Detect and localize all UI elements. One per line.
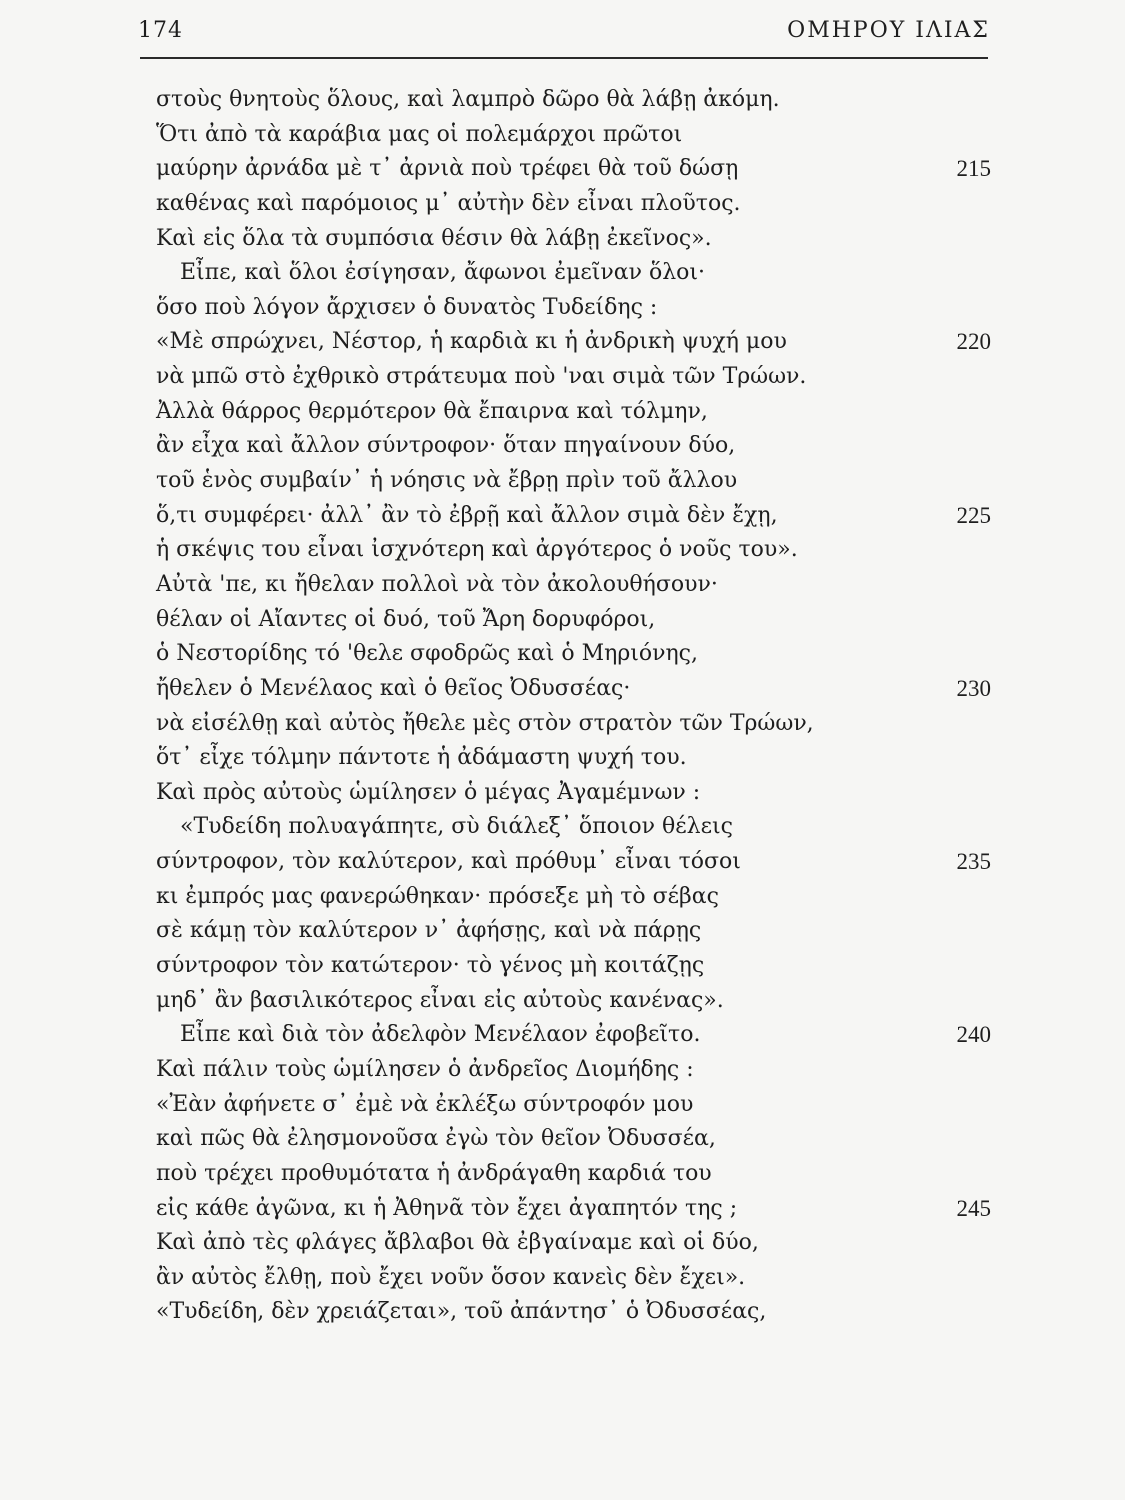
verse-line [156, 1122, 991, 1157]
verse-line [156, 880, 991, 915]
verse-line [156, 499, 991, 534]
page-number: 174 [138, 18, 183, 43]
verse-line [156, 1088, 991, 1123]
verse-text: τοῦ ἑνὸς συμβαίν᾽ ἡ νόησις νὰ ἔβρῃ πρὶν τοῦ ἄλλου [156, 468, 738, 494]
verse-text: «Μὲ σπρώχνει, Νέστορ, ἡ καρδιὰ κι ἡ ἀνδρικὴ ψυχή μου [156, 329, 787, 355]
verse-text: «Τυδείδη, δὲν χρειάζεται», τοῦ ἀπάντησ᾽ ὁ Ὀδυσσέας, [156, 1299, 767, 1325]
running-title: ΟΜΗΡΟΥ ΙΛΙΑΣ [787, 18, 990, 43]
verse-line [156, 118, 991, 153]
verse-text: Εἶπε καὶ διὰ τὸν ἀδελφὸν Μενέλαον ἐφοβεῖτο. [180, 1022, 701, 1048]
verse-line [156, 360, 991, 395]
line-number: 230 [956, 675, 991, 701]
verse-line [156, 533, 991, 568]
verse-text: σὲ κάμῃ τὸν καλύτερον ν᾽ ἀφήσῃς, καὶ νὰ πάρῃς [156, 918, 702, 944]
header-rule [140, 57, 988, 59]
verse-text: Καὶ εἰς ὅλα τὰ συμπόσια θέσιν θὰ λάβῃ ἐκεῖνος». [156, 225, 712, 251]
line-number: 240 [956, 1022, 991, 1048]
verse-text: ὅτ᾽ εἶχε τόλμην πάντοτε ἡ ἀδάμαστη ψυχή του. [156, 745, 687, 771]
line-number: 245 [956, 1195, 991, 1221]
verse-text: Αὐτὰ 'πε, κι ἤθελαν πολλοὶ νὰ τὸν ἀκολουθήσουν· [156, 571, 718, 597]
verse-text: μαύρην ἀρνάδα μὲ τ᾽ ἀρνιὰ ποὺ τρέφει θὰ τοῦ δώσῃ [156, 156, 739, 182]
verse-line [156, 603, 991, 638]
verse-line [156, 1295, 991, 1330]
verse-text: Εἶπε, καὶ ὅλοι ἐσίγησαν, ἄφωνοι ἐμεῖναν ὅλοι· [180, 260, 706, 286]
verse-line [156, 1261, 991, 1296]
verse-text: καθένας καὶ παρόμοιος μ᾽ αὐτὴν δὲν εἶναι πλοῦτος. [156, 190, 741, 216]
verse-line [156, 776, 991, 811]
line-number: 235 [956, 849, 991, 875]
verse-line [156, 845, 991, 880]
verse-line [156, 429, 991, 464]
verse-text: Καὶ ἀπὸ τὲς φλάγες ἄβλαβοι θὰ ἐβγαίναμε καὶ οἱ δύο, [156, 1230, 759, 1256]
verse-text: καὶ πῶς θὰ ἐλησμονοῦσα ἐγὼ τὸν θεῖον Ὀδυσσέα, [156, 1126, 716, 1152]
verse-line [156, 1192, 991, 1227]
verse-line [156, 1226, 991, 1261]
verse-line [156, 949, 991, 984]
verse-line [156, 1053, 991, 1088]
verse-line [156, 672, 991, 707]
verse-line [156, 741, 991, 776]
verse-line [156, 914, 991, 949]
verse-text: ὁ Νεστορίδης τό 'θελε σφοδρῶς καὶ ὁ Μηριόνης, [156, 641, 698, 667]
line-number: 220 [956, 329, 991, 355]
verse-text: ποὺ τρέχει προθυμότατα ἡ ἀνδράγαθη καρδιά του [156, 1160, 712, 1186]
verse-line [156, 637, 991, 672]
verse-line [156, 707, 991, 742]
verse-line [156, 395, 991, 430]
verse-text: κι ἐμπρός μας φανερώθηκαν· πρόσεξε μὴ τὸ σέβας [156, 883, 719, 909]
verse-text: «Τυδείδη πολυαγάπητε, σὺ διάλεξ᾽ ὅποιον θέλεις [180, 814, 733, 840]
verse-text: ἂν εἶχα καὶ ἄλλον σύντροφον· ὅταν πηγαίνουν δύο, [156, 433, 736, 459]
verse-text: θέλαν οἱ Αἴαντες οἱ δυό, τοῦ Ἄρη δορυφόροι, [156, 606, 656, 632]
verse-text: ὅσο ποὺ λόγον ἄρχισεν ὁ δυνατὸς Τυδείδης : [156, 294, 658, 320]
verse-line [156, 568, 991, 603]
verse-text: Ὅτι ἀπὸ τὰ καράβια μας οἱ πολεμάρχοι πρῶτοι [156, 121, 683, 147]
verse-line [156, 984, 991, 1019]
verse-text: ἡ σκέψις του εἶναι ἰσχνότερη καὶ ἀργότερος ὁ νοῦς του». [156, 537, 798, 563]
verse-text: Καὶ πάλιν τοὺς ὡμίλησεν ὁ ἀνδρεῖος Διομήδης : [156, 1056, 694, 1082]
verse-text: νὰ εἰσέλθῃ καὶ αὐτὸς ἤθελε μὲς στὸν στρατὸν τῶν Τρώων, [156, 710, 814, 736]
verse-block [156, 83, 991, 1330]
verse-text: νὰ μπῶ στὸ ἐχθρικὸ στράτευμα ποὺ 'ναι σιμὰ τῶν Τρώων. [156, 364, 807, 390]
verse-text: ὅ,τι συμφέρει· ἀλλ᾽ ἂν τὸ ἐβρῇ καὶ ἄλλον σιμὰ δὲν ἔχῃ, [156, 502, 778, 528]
page-header [138, 18, 990, 54]
verse-text: Καὶ πρὸς αὐτοὺς ὡμίλησεν ὁ μέγας Ἀγαμέμνων : [156, 779, 701, 805]
verse-line [156, 152, 991, 187]
verse-text: ἤθελεν ὁ Μενέλαος καὶ ὁ θεῖος Ὀδυσσέας· [156, 675, 631, 701]
verse-line [156, 187, 991, 222]
line-number: 225 [956, 502, 991, 528]
verse-line [156, 325, 991, 360]
verse-line [156, 222, 991, 257]
verse-line [156, 1157, 991, 1192]
verse-line [156, 256, 991, 291]
verse-text: «Ἐὰν ἀφήνετε σ᾽ ἐμὲ νὰ ἐκλέξω σύντροφόν μου [156, 1091, 694, 1117]
verse-line [156, 291, 991, 326]
verse-text: Ἀλλὰ θάρρος θερμότερον θὰ ἔπαιρνα καὶ τόλμην, [156, 398, 708, 424]
line-number: 215 [956, 156, 991, 182]
verse-text: στοὺς θνητοὺς ὅλους, καὶ λαμπρὸ δῶρο θὰ λάβῃ ἀκόμη. [156, 87, 780, 112]
verse-line [156, 464, 991, 499]
verse-line [156, 810, 991, 845]
verse-text: μηδ᾽ ἂν βασιλικότερος εἶναι εἰς αὐτοὺς κανένας». [156, 987, 724, 1013]
verse-line [156, 83, 991, 118]
verse-line [156, 1018, 991, 1053]
verse-text: σύντροφον τὸν κατώτερον· τὸ γένος μὴ κοιτάζῃς [156, 953, 705, 979]
verse-text: εἰς κάθε ἀγῶνα, κι ἡ Ἀθηνᾶ τὸν ἔχει ἀγαπητόν της ; [156, 1195, 738, 1221]
verse-text: σύντροφον, τὸν καλύτερον, καὶ πρόθυμ᾽ εἶναι τόσοι [156, 849, 741, 875]
verse-text: ἂν αὐτὸς ἔλθῃ, ποὺ ἔχει νοῦν ὅσον κανεὶς δὲν ἔχει». [156, 1264, 746, 1290]
